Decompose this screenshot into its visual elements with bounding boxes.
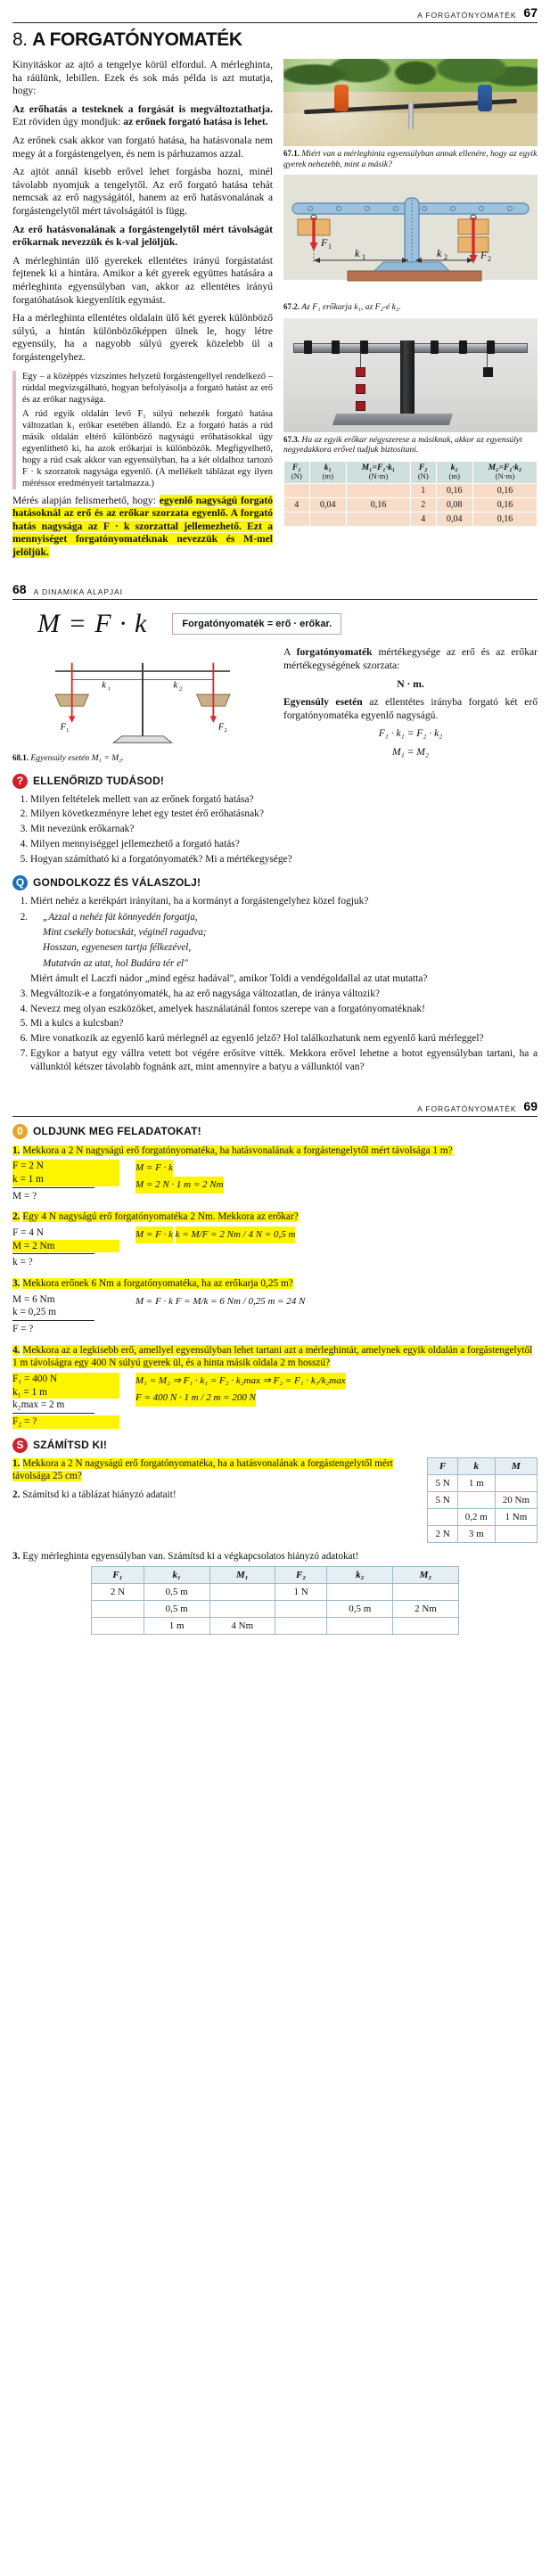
lever-base	[332, 414, 453, 425]
cell	[309, 512, 346, 526]
page-title	[12, 30, 538, 50]
note-paragraph-2: A rúd egyik oldalán levő F₁ súlyú nehezék forgató hatása változatlan k₁ erőkar esetében állandó. Ez a forgató hatás a rúd másik oldalán eltérő különböző nagyságú erőhatásokkal úgy egyenlíthető ki, ha azok erőkarjai is különbözők. Megfigyelhető, hogy a rúd csak akkor van egyensúlyban, ha a két oldalhoz tartozó F · k szorzatok nagysága egyenlő. (A mellékelt táblázat egy ilyen méréssor eredményeit tartalmazza.)	[22, 408, 273, 488]
lever-post	[400, 340, 415, 422]
measurement-table	[283, 461, 538, 527]
running-head-chapter: A FORGATÓNYOMATÉK	[417, 1103, 517, 1113]
check-knowledge-list	[30, 793, 538, 866]
figure-68-1-caption	[12, 753, 273, 764]
table-row	[284, 497, 538, 512]
balance-scale-diagram	[12, 646, 273, 746]
paragraph-conclusion	[12, 495, 273, 560]
th-F1	[284, 461, 310, 483]
table-row	[284, 512, 538, 526]
list-item: 6. Mire vonatkozik az egyenlő karú mérlegnél az egyenlő jelző? Hol találkozhatunk nem egyenlő karú mérleggel?	[30, 1032, 538, 1046]
verse-line-1: 2. „Azzal a nehéz fát könnyedén forgatja,	[43, 911, 198, 923]
exercise-3-text: Mekkora erőnek 6 Nm a forgatónyomatéka, ha az erőkarja 0,25 m?	[22, 1278, 293, 1290]
th-F1-symbol: F₁	[291, 462, 301, 472]
page-68-columns	[12, 646, 538, 764]
th-k2: k₂	[327, 1567, 393, 1584]
th-F2: F₂	[275, 1567, 326, 1584]
svg-text:1: 1	[66, 727, 70, 734]
given-M: M = 2 Nm	[12, 1240, 119, 1253]
table-row	[428, 1491, 538, 1508]
seesaw-pivot	[408, 103, 414, 129]
figure-67-2	[283, 175, 538, 313]
list-item: 4. Nevezz meg olyan eszközöket, amelyek használatánál fontos szerepe van a forgatónyomatéknak!	[30, 1003, 538, 1016]
table-row	[92, 1584, 458, 1601]
cell	[92, 1601, 144, 1618]
list-item: 1. Miért nehéz a kerékpárt irányítani, ha a kormányt a forgástengelyhez közel fogjuk?	[30, 895, 538, 908]
cell: 2 Nm	[393, 1601, 458, 1618]
th-M2-symbol: M₂=F₂·k₂	[488, 462, 522, 472]
cell: 1	[410, 483, 436, 497]
page-67-right-column	[283, 59, 538, 527]
list-item: 1. Milyen feltételek mellett van az erőnek forgató hatása?	[30, 793, 538, 807]
page-69	[0, 1094, 550, 1636]
running-head-68	[12, 577, 538, 598]
statement-mid: Ezt röviden úgy mondjuk:	[12, 116, 124, 128]
cell: 0,08	[436, 497, 472, 512]
figure-67-2-caption	[283, 302, 538, 313]
cell: 0,16	[472, 497, 537, 512]
cell	[209, 1601, 275, 1618]
calculate-header	[12, 1438, 538, 1453]
cell: 1 m	[144, 1618, 209, 1635]
equilibrium-term: Egyensúly esetén	[283, 696, 363, 709]
th-F1-unit: (N)	[291, 472, 302, 481]
cell	[346, 483, 410, 497]
cell: 0,5 m	[144, 1601, 209, 1618]
conclusion-tail: nevezzük és M-mel jelöljük.	[12, 533, 273, 558]
equation-1: F₁ · k₁ = F₂ · k₂	[378, 727, 443, 740]
verse-line-2: Mint csekély botocskát, véginél ragadva;	[43, 926, 207, 938]
page-gap-68-69	[0, 1081, 550, 1094]
cell	[428, 1508, 457, 1525]
paragraph-door: Az ajtót annál kisebb erővel lehet forgásba hozni, minél távolabb nyomjuk a tengelytől. Az erő forgató hatása tehát nemcsak az erő nagyságától, hanem az erő hatásvonalának a forgástengelytől mért távolságától is függ.	[12, 166, 273, 217]
cell: 0,04	[436, 512, 472, 526]
cell: 2	[410, 497, 436, 512]
svg-text:F: F	[218, 722, 225, 733]
cell: 4 Nm	[209, 1618, 275, 1635]
calc-task-1	[12, 1457, 415, 1483]
calculate-table-1	[427, 1457, 538, 1543]
cell	[393, 1618, 458, 1635]
measurement-table-body	[284, 483, 538, 526]
cell	[346, 512, 410, 526]
conclusion-lead: Mérés alapján felismerhető, hogy:	[12, 494, 160, 506]
svg-text:k: k	[102, 681, 106, 692]
calc-task-3-body: Egy mérleghinta egyensúlyban van. Számítsd ki a végkapcsolatos hiányzó adatokat!	[22, 1550, 359, 1562]
th-M1: M₁	[209, 1567, 275, 1584]
cell: 4	[410, 512, 436, 526]
work-step-1: M = F · k	[135, 1160, 173, 1177]
speech-bubble-icon: Q	[12, 875, 28, 890]
table-row	[428, 1474, 538, 1491]
given-F1: F₁ = 400 N	[12, 1373, 119, 1386]
solve-tasks-title: OLDJUNK MEG FELADATOKAT!	[33, 1125, 201, 1138]
th-k2-symbol: k₂	[450, 462, 458, 472]
calculate-task-text	[12, 1457, 415, 1502]
svg-text:2: 2	[488, 255, 491, 264]
svg-text:2: 2	[224, 727, 227, 734]
exercise-1-given	[12, 1160, 119, 1202]
exercise-4-solution	[12, 1373, 538, 1429]
calculate-title: SZÁMÍTSD KI!	[33, 1439, 108, 1452]
seesaw-photo	[283, 59, 538, 146]
divider	[12, 1320, 94, 1321]
calc-task-2-body: Számítsd ki a táblázat hiányzó adatait!	[22, 1489, 176, 1500]
list-item: 5. Hogyan számítható ki a forgatónyomaték? Mi a mértékegysége?	[30, 853, 538, 866]
running-head-chapter: A FORGATÓNYOMATÉK	[417, 11, 517, 20]
formula-banner	[12, 609, 538, 639]
figure-67-1-caption	[283, 149, 538, 169]
cell	[393, 1584, 458, 1601]
divider	[12, 1253, 94, 1254]
th-k1-unit: (m)	[322, 472, 333, 481]
clamp-3	[360, 340, 368, 354]
cell: 0,5 m	[144, 1584, 209, 1601]
list-item-verse	[30, 911, 538, 986]
exercise-4-number: 4.	[12, 1344, 21, 1356]
torque-definition-box: Forgatónyomaték = erő · erőkar.	[172, 613, 341, 635]
exercise-4-work	[135, 1373, 538, 1406]
statement-part-2: az erőnek forgató hatása is lehet.	[123, 116, 268, 128]
calc-task-1-body: Mekkora a 2 N nagyságú erő forgatónyomatéka, ha a hatásvonalának a forgástengelytől mért távolsága 25 cm?	[12, 1457, 393, 1482]
cell: 0,5 m	[327, 1601, 393, 1618]
child-left	[334, 85, 349, 111]
th-M2-unit: (N·m)	[495, 472, 515, 481]
th-F1: F₁	[92, 1567, 144, 1584]
cell	[495, 1525, 537, 1542]
page-68-right-column	[283, 646, 538, 764]
cell: 0,16	[472, 483, 537, 497]
exercise-2	[12, 1210, 538, 1269]
exercise-1	[12, 1144, 538, 1203]
note-experiment	[12, 371, 273, 489]
exercise-4-text: Mekkora az a legkisebb erő, amellyel egyensúlyban lehet tartani azt a mérleghintát, amelynek egyik oldalán a forgástengelytől 1 m távolságra egy 400 N súlyú gyerek ül, és a hinta másik oldala 2 m hosszú?	[12, 1344, 533, 1369]
think-answer-list	[30, 895, 538, 1074]
think-answer-title: GONDOLKOZZ ÉS VÁLASZOLJ!	[33, 876, 201, 890]
exercise-3-work	[135, 1293, 538, 1310]
page-68-left-column	[12, 646, 273, 764]
weight-red-1	[356, 367, 365, 377]
figure-67-3-caption	[283, 435, 538, 455]
weight-red-2	[356, 384, 365, 394]
page-67-left-column	[12, 59, 273, 564]
verse-line-4: Mutatván az utat, hol Budára tér el"	[43, 957, 188, 969]
cell: 0,16	[472, 512, 537, 526]
figure-67-3-number: 67.3.	[283, 434, 300, 444]
th-F2-unit: (N)	[417, 472, 429, 481]
unit-value: N · m.	[397, 677, 424, 690]
calculate-table-2	[91, 1566, 458, 1635]
given-F: F = ?	[12, 1324, 34, 1335]
label-k2: k	[437, 247, 442, 260]
given-M: M = 6 Nm	[12, 1293, 55, 1305]
page-67-columns	[12, 59, 538, 564]
svg-text:2: 2	[179, 685, 183, 693]
cell	[275, 1601, 326, 1618]
table-row	[92, 1601, 458, 1618]
th-F2	[410, 461, 436, 483]
exercise-1-text: Mekkora a 2 N nagyságú erő forgatónyomatéka, ha hatásvonalának a forgástengelytől mért távolsága 1 m?	[22, 1144, 453, 1156]
clamp-2	[332, 340, 340, 354]
list-item: 3. Megváltozik-e a forgatónyomaték, ha az erő nagysága változatlan, de iránya változik?	[30, 988, 538, 1001]
figure-68-1-text: Egyensúly esetén M₁ = M₂.	[30, 753, 124, 764]
calculate-table-2-body	[92, 1584, 458, 1635]
clamp-6	[487, 340, 495, 354]
cell: 3 m	[457, 1525, 495, 1542]
cell: 1 m	[457, 1474, 495, 1491]
given-k1: k₁ = 1 m	[12, 1386, 119, 1399]
table-row	[428, 1525, 538, 1542]
figure-68-1-number: 68.1.	[12, 753, 29, 763]
running-head-69	[12, 1094, 538, 1115]
work-step-2: F = M/k = 6 Nm / 0,25 m = 24 N	[175, 1295, 306, 1307]
paragraph-unit	[283, 646, 538, 672]
conclusion-highlight: egyenlő nagyságú forgató hatásoknál az erő és az erőkar szorzata egyenlő. A forgató hatás nagysága az F · k szorzattal jellemezhető. Ezt a mennyiséget	[12, 494, 273, 546]
th-M2: M₂	[393, 1567, 458, 1584]
pencil-icon: 0	[12, 1124, 28, 1139]
header-rule	[12, 22, 538, 23]
exercise-list	[12, 1144, 538, 1429]
section-number: 8.	[12, 29, 28, 50]
work-step-1: M₁ = M₂ ⇒ F₁ · k₁ = F₂ · k₂max ⇒ F₂ = F₁ · k₁/k₂max	[135, 1373, 346, 1390]
figure-67-3-text: Ha az egyik erőkar négyszerese a másiknak, akkor az egyensúlyt negyedakkora erővel tudjuk biztosítani.	[283, 434, 522, 455]
lever-diagram	[283, 175, 538, 299]
figure-67-1	[283, 59, 538, 169]
cell: 5 N	[428, 1474, 457, 1491]
hook-left	[360, 353, 361, 366]
exercise-2-given	[12, 1226, 119, 1269]
exercise-2-solution	[12, 1226, 538, 1269]
page-number: 67	[523, 5, 538, 20]
check-knowledge-block	[12, 774, 538, 866]
cell: 0,16	[346, 497, 410, 512]
th-k2-unit: (m)	[448, 472, 460, 481]
th-F2-symbol: F₂	[418, 462, 428, 472]
work-step-2: M = 2 N · 1 m = 2 Nm	[135, 1177, 224, 1194]
paragraph-equilibrium	[283, 696, 538, 722]
th-M2	[472, 461, 537, 483]
calc-task-1-number: 1.	[12, 1457, 21, 1469]
calculate-tasks	[12, 1457, 538, 1543]
svg-text:1: 1	[362, 253, 365, 262]
th-M1	[346, 461, 410, 483]
given-F: F = 2 N	[12, 1160, 119, 1173]
unit-lead: A	[283, 646, 297, 659]
cell: 1 N	[275, 1584, 326, 1601]
calc-task-3-number: 3.	[12, 1550, 21, 1562]
section-title-text: A FORGATÓNYOMATÉK	[32, 29, 242, 50]
exercise-2-work	[135, 1226, 538, 1243]
work-step-2: k = M/F = 2 Nm / 4 N = 0,5 m	[176, 1226, 296, 1243]
work-step-2: F = 400 N · 1 m / 2 m = 200 N	[135, 1390, 256, 1407]
verse-question: Miért ámult el Laczfi nádor „mind egész hadával", amikor Toldi a vendégoldallal az utat mutatta?	[30, 972, 428, 984]
cell	[309, 483, 346, 497]
paragraph-bold-statement	[12, 103, 273, 129]
check-knowledge-header	[12, 774, 538, 789]
note-paragraph-1: Egy – a középpés vízszintes helyzetű forgástengellyel rendelkező – rúddal megvizsgálható, hogyan befolyásolja a forgató hatást az erő és az erőkar nagysága.	[22, 371, 273, 405]
given-k: k = ?	[12, 1257, 33, 1268]
exercise-4-given	[12, 1373, 119, 1429]
solve-tasks-header	[12, 1124, 538, 1139]
exercise-1-work	[135, 1160, 538, 1193]
calc-task-2-number: 2.	[12, 1489, 21, 1500]
think-answer-block	[12, 875, 538, 1074]
cell: 0,04	[309, 497, 346, 512]
svg-text:2: 2	[444, 253, 447, 262]
hook-right	[487, 353, 488, 366]
divider	[12, 1413, 94, 1414]
table-row	[284, 483, 538, 497]
torque-formula: M = F · k	[37, 609, 148, 639]
page-gap-67-68	[0, 564, 550, 577]
given-F2: F₂ = ?	[12, 1415, 119, 1429]
cell	[457, 1491, 495, 1508]
given-k: k = 0,25 m	[12, 1307, 57, 1318]
weight-black	[483, 367, 493, 377]
list-item: 7. Egykor a batyut egy vállra vetett bot végére erősítve vitték. Mekkora erővel lehetne a botot egyensúlyban tartani, ha a vállunktól kétszer távolabb fognánk azt, mint amennyire a batyu a vállunktól van?	[30, 1047, 538, 1074]
equation-2: M₁ = M₂	[392, 746, 429, 759]
header-rule	[12, 599, 538, 600]
table-row	[92, 1618, 458, 1635]
calculator-icon: S	[12, 1438, 28, 1453]
divider	[12, 1187, 94, 1188]
conclusion-term: forgatónyomatéknak	[75, 533, 168, 546]
equilibrium-text: az ellentétes irányba forgató két erő forgatónyomatéka egyenlő nagyságú.	[283, 696, 538, 721]
figure-67-3	[283, 318, 538, 455]
svg-text:F: F	[60, 722, 66, 733]
cell: 20 Nm	[495, 1491, 537, 1508]
running-head-chapter: A DINAMIKA ALAPJAI	[33, 587, 123, 597]
clamp-5	[459, 340, 467, 354]
clamp-4	[431, 340, 439, 354]
page-number: 68	[12, 582, 27, 597]
exercise-1-solution	[12, 1160, 538, 1202]
exercise-4	[12, 1344, 538, 1429]
svg-text:1: 1	[107, 685, 111, 693]
think-answer-header	[12, 875, 538, 890]
figure-67-1-number: 67.1.	[283, 149, 300, 159]
cell: 5 N	[428, 1491, 457, 1508]
exercise-2-text: Egy 4 N nagyságú erő forgatónyomatéka 2 Nm. Mekkora az erőkar?	[22, 1211, 299, 1223]
cell	[284, 512, 310, 526]
th-k1: k₁	[144, 1567, 209, 1584]
th-F: F	[428, 1457, 457, 1474]
unit-tail: mértékegysége az erő és az erőkar mértékegységének szorzata:	[283, 646, 538, 672]
cell	[209, 1584, 275, 1601]
cell: 1 Nm	[495, 1508, 537, 1525]
child-right	[478, 85, 492, 111]
statement-part-1: Az erőhatás a testeknek a forgását is megváltoztathatja.	[12, 103, 273, 115]
page-number: 69	[523, 1098, 538, 1113]
cell	[284, 483, 310, 497]
running-head-67	[12, 0, 538, 21]
list-item: 3. Mit nevezünk erőkarnak?	[30, 823, 538, 836]
cell	[495, 1474, 537, 1491]
calculate-table-1-body	[428, 1474, 538, 1542]
list-item: 4. Milyen mennyiséggel jellemezhető a forgató hatás?	[30, 838, 538, 851]
paragraph-different-weights: Ha a mérleghinta ellentétes oldalain ülő két gyerek különböző súlyú, a hintán különbözőképpen ülnek le, hogy létre egyensúly, ha a nagyobb súlyú gyerek közelebb ül a forgástengelyhez.	[12, 312, 273, 363]
calc-task-3	[12, 1550, 538, 1563]
work-step-1: M = F · k	[135, 1226, 173, 1243]
th-M1-unit: (N·m)	[368, 472, 389, 481]
page-67	[0, 0, 550, 564]
check-knowledge-title: ELLENŐRIZD TUDÁSOD!	[33, 775, 165, 788]
definition-erokar-text: Az erő hatásvonalának a forgástengelytől mért távolságát erőkarnak nevezzük és k-val jelöljük.	[12, 223, 273, 249]
unit-term: forgatónyomaték	[296, 646, 373, 659]
svg-text:1: 1	[328, 242, 332, 251]
cell: 2 N	[428, 1525, 457, 1542]
given-M: M = ?	[12, 1190, 37, 1202]
exercise-1-number: 1.	[12, 1144, 21, 1156]
th-M1-symbol: M₁=F₁·k₁	[361, 462, 396, 472]
th-k1-symbol: k₁	[324, 462, 332, 472]
cell	[275, 1618, 326, 1635]
header-rule	[12, 1116, 538, 1117]
exercise-3-solution	[12, 1293, 538, 1336]
given-F: F = 4 N	[12, 1227, 44, 1239]
lab-lever-photo	[283, 318, 538, 432]
given-k: k = 1 m	[12, 1173, 119, 1186]
exercise-3	[12, 1277, 538, 1336]
exercise-3-given	[12, 1293, 119, 1336]
svg-text:k: k	[173, 681, 178, 692]
label-k1: k	[355, 247, 360, 260]
measurement-table-header-row	[284, 461, 538, 483]
calc-task-2	[12, 1489, 415, 1502]
cell: 4	[284, 497, 310, 512]
paragraph-condition: Az erőnek csak akkor van forgató hatása, ha hatásvonala nem megy át a forgástengelyen, és nem is párhuzamos azzal.	[12, 135, 273, 160]
label-F2: F	[480, 249, 488, 262]
figure-67-1-text: Miért van a mérleghinta egyensúlyban annak ellenére, hogy az egyik gyerek nehezebb, mint a másik?	[283, 149, 538, 169]
cell: 2 N	[92, 1584, 144, 1601]
cell	[327, 1584, 393, 1601]
cell: 0,2 m	[457, 1508, 495, 1525]
paragraph-intro: Kinyitáskor az ajtó a tengelye körül elfordul. A mérleghinta, ha ráülünk, lebillen. Ezek és sok más példa is azt mutatja, hogy:	[12, 59, 273, 97]
clamp-1	[304, 340, 312, 354]
work-step-1: M = F · k	[135, 1295, 173, 1307]
figure-67-2-text: Az F₁ erőkarja k₁, az F₂-é k₂.	[301, 302, 401, 313]
figure-67-2-number: 67.2.	[283, 302, 300, 312]
list-item: 2. Milyen következményre lehet egy testet érő erőhatásnak?	[30, 808, 538, 821]
cell	[327, 1618, 393, 1635]
page-68	[0, 577, 550, 1073]
verse-line-3: Hosszan, egyenesen tartja félkezével,	[43, 942, 192, 954]
paragraph-seesaw-balance: A mérleghintán ülő gyerekek ellentétes irányú forgástatást fejtenek ki a hintára. Amikor a két gyerek együttes hatására a mérleghinta egyensúlyban van, akkor az ellentétes irányú forgatóhatások kiegyenlítik egymást.	[12, 254, 273, 306]
table-header-row	[428, 1457, 538, 1474]
cell	[92, 1618, 144, 1635]
question-mark-icon: ?	[12, 774, 28, 789]
weight-red-3	[356, 401, 365, 411]
table-header-row	[92, 1567, 458, 1584]
label-F1: F	[321, 236, 328, 250]
th-k2	[436, 461, 472, 483]
table-row	[428, 1508, 538, 1525]
th-k1	[309, 461, 346, 483]
th-k: k	[457, 1457, 495, 1474]
list-item: 5. Mi a kulcs a kulcsban?	[30, 1017, 538, 1030]
exercise-3-number: 3.	[12, 1278, 21, 1290]
exercise-2-number: 2.	[12, 1211, 21, 1223]
paragraph-definition-erokar	[12, 224, 273, 250]
th-M: M	[495, 1457, 537, 1474]
cell: 0,16	[436, 483, 472, 497]
given-k2max: k₂max = 2 m	[12, 1399, 65, 1411]
